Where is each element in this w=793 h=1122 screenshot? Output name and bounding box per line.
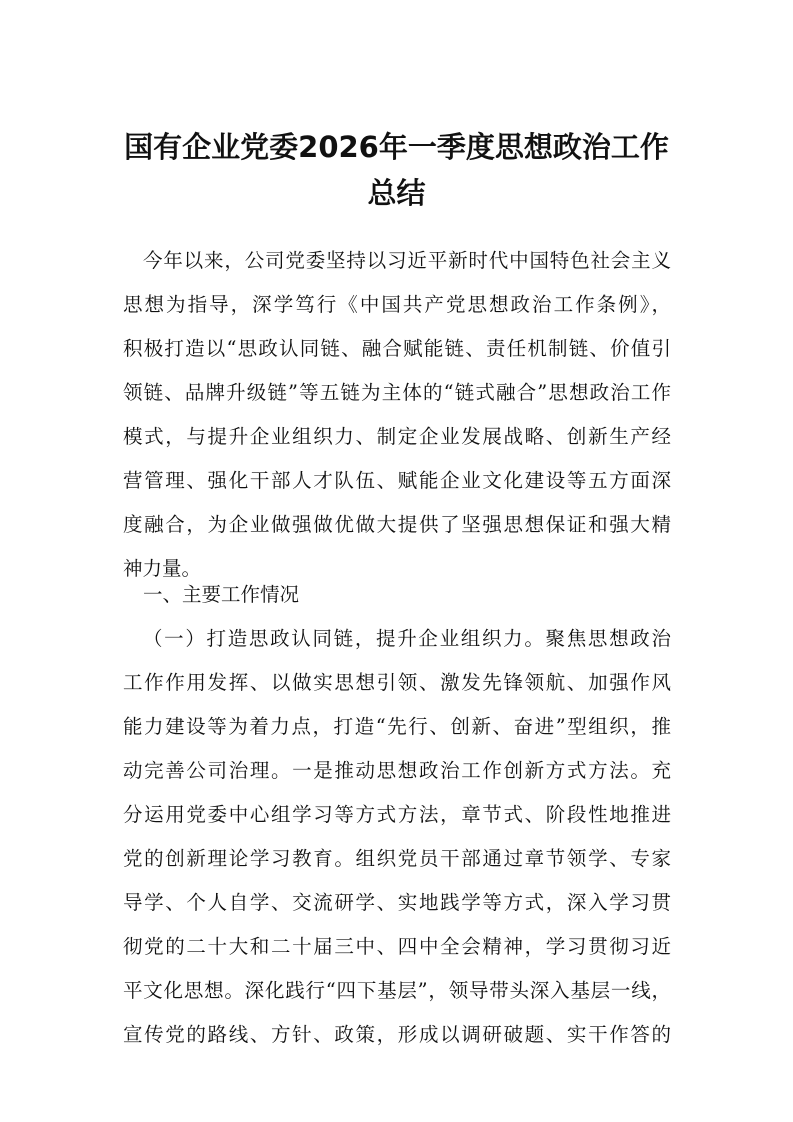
paragraph-line: 动完善公司治理。一是推动思想政治工作创新方式方法。充 (123, 759, 671, 782)
paragraph-line: 度融合，为企业做强做优做大提供了坚强思想保证和强大精 (123, 513, 671, 536)
paragraph-line: 宣传党的路线、方针、政策，形成以调研破题、实干作答的 (123, 1023, 671, 1046)
paragraph-line: 导学、个人自学、交流研学、实地践学等方式，深入学习贯 (123, 891, 671, 914)
paragraph-line: 平文化思想。深化践行“四下基层”，领导带头深入基层一线， (123, 979, 671, 1002)
paragraph-line: 神力量。 (123, 557, 202, 580)
paragraph-line: 党的创新理论学习教育。组织党员干部通过章节领学、专家 (123, 847, 671, 870)
paragraph-line: 分运用党委中心组学习等方式方法，章节式、阶段性地推进 (123, 803, 671, 826)
paragraph-line: 营管理、强化干部人才队伍、赋能企业文化建设等五方面深 (123, 469, 671, 492)
paragraph-line: 今年以来，公司党委坚持以习近平新时代中国特色社会主义 (143, 249, 671, 272)
paragraph-line: （一）打造思政认同链，提升企业组织力。聚焦思想政治 (143, 627, 671, 650)
paragraph-line: 领链、品牌升级链”等五链为主体的“链式融合”思想政治工作 (123, 381, 671, 404)
paragraph-line: 工作作用发挥、以做实思想引领、激发先锋领航、加强作风 (123, 671, 671, 694)
paragraph-line: 模式，与提升企业组织力、制定企业发展战略、创新生产经 (123, 425, 671, 448)
document-title-line-2: 总结 (367, 176, 426, 210)
paragraph-line: 能力建设等为着力点，打造“先行、创新、奋进”型组织，推 (123, 715, 671, 738)
paragraph-line: 思想为指导，深学笃行《中国共产党思想政治工作条例》， (123, 293, 671, 316)
document-title-line-1: 国有企业党委2026年一季度思想政治工作 (124, 130, 669, 164)
paragraph-line: 彻党的二十大和二十届三中、四中全会精神，学习贯彻习近 (123, 935, 671, 958)
paragraph-line: 积极打造以“思政认同链、融合赋能链、责任机制链、价值引 (123, 337, 671, 360)
section-heading: 一、主要工作情况 (143, 583, 300, 606)
